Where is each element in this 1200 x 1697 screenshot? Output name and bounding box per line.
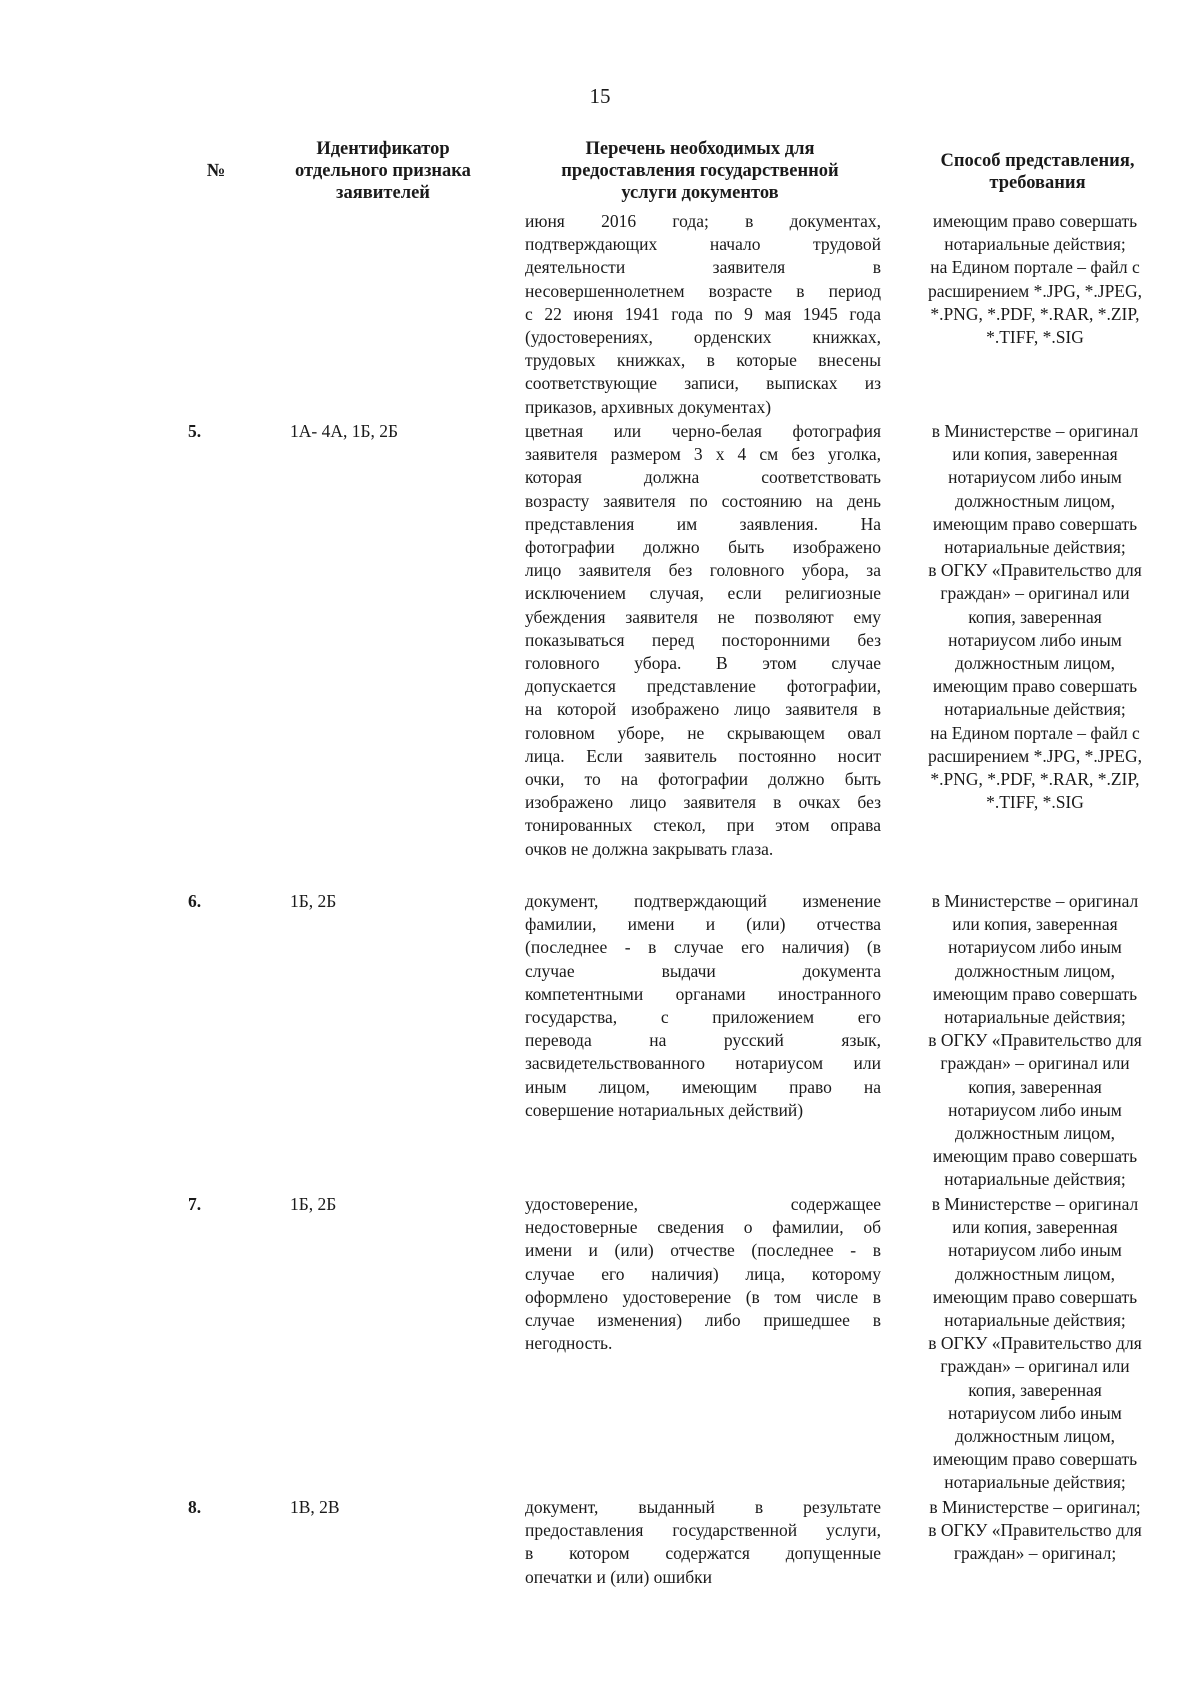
row-number: 6. [188,891,202,911]
method-line: в Министерстве – оригинал [931,421,1139,441]
row-number: 7. [188,1194,202,1214]
documents-line: трудовых книжках, в которые внесены [525,350,881,371]
documents-line: имени и (или) отчестве (последнее - в [525,1240,881,1261]
header-identifier-line: заявителей [336,183,430,203]
header-method-line: Способ представления, [940,151,1135,171]
method-line: имеющим право совершать [932,983,1138,1004]
documents-line: опечатки и (или) ошибки [525,1566,713,1587]
method-line: должностным лицом, [954,653,1116,674]
row-identifier: 1В, 2В [290,1497,340,1517]
method-line: в ОГКУ «Правительство для [928,1333,1142,1354]
method-line: на Едином портале – файл с [930,257,1140,278]
page-number: 15 [589,84,611,108]
method-line: *.TIFF, *.SIG [986,327,1084,348]
method-line: нотариусом либо иным [948,1099,1122,1120]
method-line: расширением *.JPG, *.JPEG, [927,745,1143,766]
documents-line: (последнее - в случае его наличия) (в [525,937,881,958]
row-identifier: 1Б, 2Б [290,1194,337,1214]
documents-line: тонированных стекол, при этом оправа [525,815,881,836]
documents-line: которая должна соответствовать [525,467,881,488]
method-line: или копия, заверенная [952,914,1118,935]
documents-line: заявителя размером 3 х 4 см без уголка, [525,444,881,465]
documents-line: представления им заявления. На [525,513,881,534]
method-line: в ОГКУ «Правительство для [928,560,1142,581]
documents-line: цветная или черно-белая фотография [525,421,881,441]
documents-line: фотографии должно быть изображено [525,537,881,558]
documents-cell [525,890,881,1122]
method-line: в ОГКУ «Правительство для [928,1030,1142,1051]
method-line: нотариальные действия; [944,1310,1126,1331]
documents-line: убеждения заявителя не позволяют ему [525,606,881,627]
documents-line: с 22 июня 1941 года по 9 мая 1945 года [525,303,881,324]
documents-line: возрасту заявителя по состоянию на день [525,490,881,511]
method-line: нотариусом либо иным [948,467,1122,488]
method-line: имеющим право совершать [932,513,1138,534]
method-line: расширением *.JPG, *.JPEG, [927,280,1143,301]
method-line: имеющим право совершать [932,676,1138,697]
documents-line: случае его наличия) лица, которому [525,1263,881,1284]
header-documents-line: Перечень необходимых для [585,139,815,159]
method-line: должностным лицом, [954,1123,1116,1144]
method-line: граждан» – оригинал или [940,583,1130,604]
documents-line: компетентными органами иностранного [525,983,881,1004]
method-line: в Министерстве – оригинал [931,891,1139,911]
documents-line: оформлено удостоверение (в том числе в [525,1286,881,1307]
documents-line: лицо заявителя без головного убора, за [525,560,881,581]
method-line: должностным лицом, [954,490,1116,511]
documents-cell [525,1496,881,1589]
documents-cell [525,210,881,419]
documents-cell [525,1193,881,1355]
header-method [905,150,1170,194]
method-line: копия, заверенная [968,606,1102,627]
method-cell [900,1193,1170,1495]
documents-line: несовершеннолетнем возрасте в период [525,280,881,301]
method-line: нотариальные действия; [944,537,1126,558]
documents-line: предоставления государственной услуги, [525,1520,881,1541]
method-line: копия, заверенная [968,1076,1102,1097]
documents-line: совершение нотариальных действий) [525,1099,804,1120]
method-line: должностным лицом, [954,1263,1116,1284]
row-identifier: 1Б, 2Б [290,891,337,911]
documents-line: деятельности заявителя в [525,257,881,278]
method-line: нотариальные действия; [944,1169,1126,1190]
header-documents-line: предоставления государственной [561,161,839,181]
method-cell [900,210,1170,349]
method-line: нотариальные действия; [944,1007,1126,1028]
header-identifier-line: отдельного признака [295,161,471,181]
method-line: граждан» – оригинал; [953,1543,1117,1564]
method-line: нотариальные действия; [944,699,1126,720]
documents-line: документ, подтверждающий изменение [525,891,881,911]
row-number: 8. [188,1497,202,1517]
header-method-line: требования [989,173,1086,193]
method-cell [900,890,1170,1192]
method-line: *.PNG, *.PDF, *.RAR, *.ZIP, [930,303,1140,324]
method-line: должностным лицом, [954,960,1116,981]
documents-line: исключением случая, если религиозные [525,583,881,604]
row-identifier: 1А- 4А, 1Б, 2Б [290,421,399,441]
method-line: на Едином портале – файл с [930,722,1140,743]
documents-line: соответствующие записи, выписках из [525,373,881,394]
method-line: в Министерстве – оригинал; [929,1497,1141,1517]
documents-cell [525,420,881,861]
method-line: имеющим право совершать [932,1146,1138,1167]
documents-line: (удостоверениях, орденских книжках, [525,327,881,348]
method-line: имеющим право совершать [932,1286,1138,1307]
documents-line: головного убора. В этом случае [525,653,881,674]
header-documents [515,138,885,204]
method-line: нотариусом либо иным [948,1240,1122,1261]
documents-line: подтверждающих начало трудовой [525,234,881,255]
header-identifier [268,138,498,204]
method-line: или копия, заверенная [952,444,1118,465]
documents-line: перевода на русский язык, [525,1030,881,1051]
method-line: или копия, заверенная [952,1217,1118,1238]
documents-line: показываться перед посторонними без [525,629,881,650]
documents-line: июня 2016 года; в документах, [525,211,881,231]
header-number: № [206,161,226,181]
documents-line: изображено лицо заявителя в очках без [525,792,881,813]
documents-line: негодность. [525,1333,613,1354]
documents-line: государства, с приложением его [525,1007,881,1028]
documents-line: недостоверные сведения о фамилии, об [525,1217,881,1238]
documents-line: головном уборе, не скрывающем овал [525,722,881,743]
documents-line: очков не должна закрывать глаза. [525,838,774,859]
documents-line: удостоверение, содержащее [525,1194,881,1214]
documents-line: на которой изображено лицо заявителя в [525,699,881,720]
method-line: нотариальные действия; [944,1472,1126,1493]
method-line: копия, заверенная [968,1379,1102,1400]
documents-line: приказов, архивных документах) [525,396,772,417]
method-cell [900,1496,1170,1566]
documents-line: в котором содержатся допущенные [525,1543,881,1564]
documents-line: допускается представление фотографии, [525,676,881,697]
header-identifier-line: Идентификатор [316,139,450,159]
header-documents-line: услуги документов [621,183,779,203]
documents-line: документ, выданный в результате [525,1497,881,1517]
documents-line: фамилии, имени и (или) отчества [525,914,881,935]
method-line: нотариусом либо иным [948,1402,1122,1423]
method-line: граждан» – оригинал или [940,1053,1130,1074]
method-line: в ОГКУ «Правительство для [928,1520,1142,1541]
method-line: имеющим право совершать [932,211,1138,231]
method-line: граждан» – оригинал или [940,1356,1130,1377]
documents-line: засвидетельствованного нотариусом или [525,1053,881,1074]
documents-line: иным лицом, имеющим право на [525,1076,881,1097]
method-line: нотариусом либо иным [948,629,1122,650]
method-line: *.TIFF, *.SIG [986,792,1084,813]
method-line: в Министерстве – оригинал [931,1194,1139,1214]
documents-line: случае изменения) либо пришедшее в [525,1310,881,1331]
row-number: 5. [188,421,202,441]
documents-line: случае выдачи документа [525,960,881,981]
method-line: *.PNG, *.PDF, *.RAR, *.ZIP, [930,769,1140,790]
method-line: должностным лицом, [954,1426,1116,1447]
method-line: имеющим право совершать [932,1449,1138,1470]
documents-line: лица. Если заявитель постоянно носит [525,745,881,766]
method-line: нотариусом либо иным [948,937,1122,958]
method-cell [900,420,1170,814]
method-line: нотариальные действия; [944,234,1126,255]
documents-line: очки, то на фотографии должно быть [525,769,881,790]
